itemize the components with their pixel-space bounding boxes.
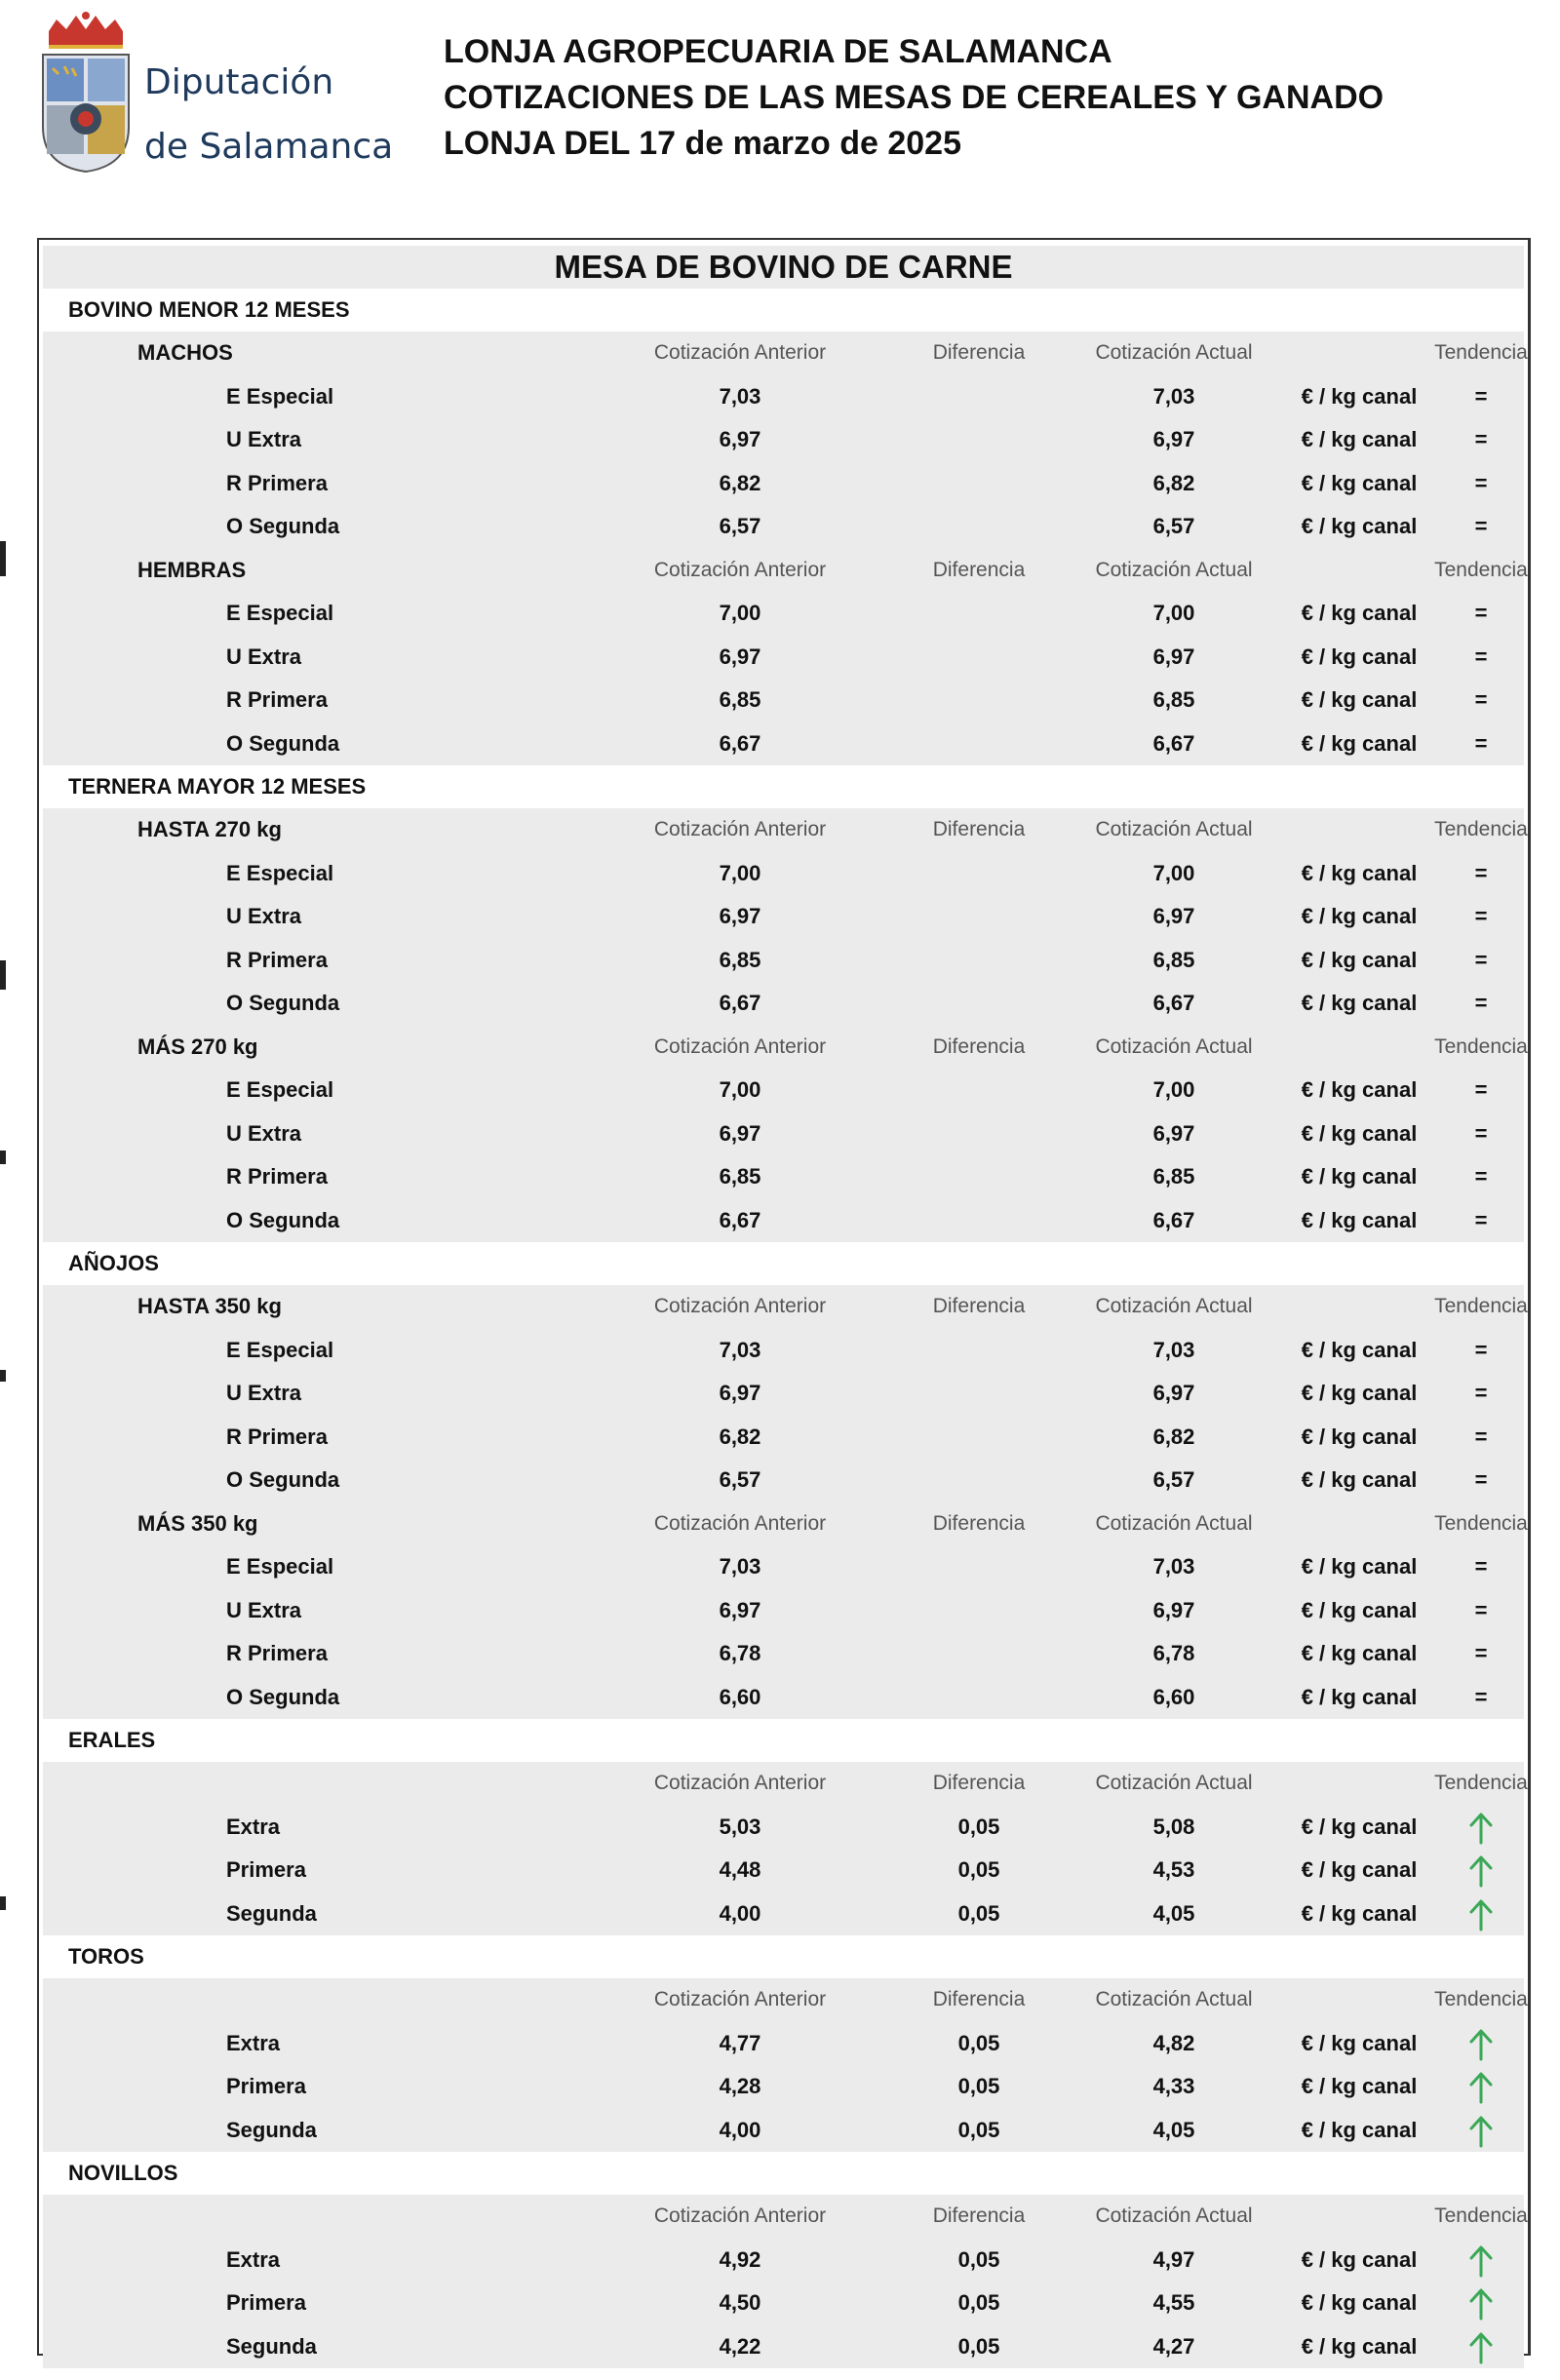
unit-label: € / kg canal [1301, 730, 1418, 756]
current-price: 6,97 [1152, 644, 1195, 669]
unit-label: € / kg canal [1301, 2030, 1418, 2055]
difference: 0,05 [957, 2290, 1000, 2315]
prev-price: 4,50 [719, 2290, 761, 2315]
col-diff-header: Diferencia [932, 558, 1026, 581]
current-price: 6,67 [1152, 991, 1195, 1015]
trend-value: = [1474, 947, 1488, 972]
col-trend-header: Tendencia [1434, 558, 1528, 581]
table-row [43, 1676, 1524, 1720]
document-header [444, 29, 1384, 167]
difference: 0,05 [957, 1814, 1000, 1839]
column-header-row [43, 2195, 1528, 2239]
grade-label: R Primera [226, 1641, 328, 1665]
table-row [43, 722, 1524, 766]
prev-price: 6,97 [719, 1597, 761, 1622]
col-trend-header: Tendencia [1434, 818, 1528, 840]
current-price: 4,55 [1152, 2290, 1195, 2315]
unit-label: € / kg canal [1301, 1684, 1418, 1709]
grade-label: Extra [226, 2246, 281, 2272]
col-prev-header: Cotización Anterior [653, 1988, 827, 2010]
unit-label: € / kg canal [1301, 1554, 1418, 1579]
grade-label: Primera [226, 2074, 306, 2098]
section-title: TERNERA MAYOR 12 MESES [43, 765, 1524, 808]
section-band [43, 1285, 1528, 1719]
grade-label: E Especial [226, 1337, 334, 1362]
trend-value: = [1474, 1641, 1488, 1665]
grade-label: R Primera [226, 1164, 328, 1189]
current-price: 6,97 [1152, 1120, 1195, 1146]
grade-label: Extra [226, 2030, 281, 2055]
col-prev-header: Cotización Anterior [653, 1034, 827, 1058]
col-prev-header: Cotización Anterior [653, 341, 827, 364]
grade-label: O Segunda [226, 991, 340, 1015]
prev-price: 5,03 [719, 1814, 761, 1839]
trend-value: = [1474, 383, 1488, 409]
trend-value: = [1474, 860, 1488, 885]
header-line-3: LONJA DEL 17 de marzo de 2025 [444, 125, 961, 162]
trend-value: = [1474, 427, 1488, 451]
current-price: 6,85 [1152, 687, 1195, 712]
edge-mark [0, 1151, 6, 1164]
prev-price: 6,57 [719, 514, 761, 538]
trend-value: = [1474, 1597, 1488, 1622]
coat-of-arms-icon [39, 10, 136, 176]
trend-value: = [1474, 1120, 1488, 1146]
table-row [43, 1155, 1524, 1199]
unit-label: € / kg canal [1301, 1207, 1418, 1232]
grade-label: O Segunda [226, 1467, 340, 1492]
section-title: ERALES [43, 1719, 1524, 1762]
current-price: 7,03 [1152, 1337, 1195, 1362]
current-price: 7,03 [1152, 1554, 1195, 1579]
column-header-row [43, 549, 1528, 593]
table-row [43, 636, 1524, 680]
current-price: 6,60 [1152, 1684, 1195, 1709]
col-diff-header: Diferencia [932, 818, 1026, 840]
unit-label: € / kg canal [1301, 1900, 1418, 1926]
current-price: 6,78 [1152, 1641, 1195, 1665]
trend-value: = [1474, 904, 1488, 928]
col-curr-header: Cotización Actual [1095, 1772, 1253, 1794]
current-price: 6,67 [1152, 730, 1195, 756]
grade-label: U Extra [226, 1597, 302, 1622]
section-band [43, 1762, 1528, 1935]
unit-label: € / kg canal [1301, 644, 1418, 669]
subgroup-title: MÁS 270 kg [137, 1034, 258, 1059]
edge-mark [0, 960, 6, 990]
trend-value: = [1474, 601, 1488, 625]
column-header-row [43, 1978, 1528, 2022]
col-diff-header: Diferencia [932, 1034, 1026, 1058]
col-curr-header: Cotización Actual [1095, 1034, 1253, 1058]
prev-price: 6,57 [719, 1467, 761, 1492]
grade-label: U Extra [226, 1120, 302, 1146]
prev-price: 6,97 [719, 644, 761, 669]
column-header-row [43, 808, 1528, 852]
current-price: 6,85 [1152, 947, 1195, 972]
current-price: 6,97 [1152, 427, 1195, 451]
col-diff-header: Diferencia [932, 1295, 1026, 1317]
trend-value: = [1474, 514, 1488, 538]
unit-label: € / kg canal [1301, 2246, 1418, 2272]
prev-price: 6,78 [719, 1641, 761, 1665]
current-price: 7,00 [1152, 1077, 1195, 1102]
prev-price: 4,22 [719, 2333, 761, 2359]
trend-value: = [1474, 470, 1488, 495]
section-title: AÑOJOS [43, 1242, 1524, 1285]
grade-label: Segunda [226, 2117, 317, 2142]
prev-price: 7,03 [719, 383, 761, 409]
table-row [43, 462, 1524, 506]
difference: 0,05 [957, 1900, 1000, 1926]
col-trend-header: Tendencia [1434, 1511, 1528, 1535]
grade-label: Segunda [226, 1900, 317, 1926]
grade-label: Segunda [226, 2333, 317, 2359]
section-band [43, 1978, 1528, 2152]
current-price: 4,05 [1152, 2117, 1195, 2142]
col-curr-header: Cotización Actual [1095, 341, 1253, 364]
subgroup-title: HEMBRAS [137, 557, 247, 582]
table-row [43, 2022, 1524, 2066]
table-row [43, 418, 1524, 462]
current-price: 4,97 [1152, 2246, 1195, 2272]
subgroup-title: HASTA 350 kg [137, 1294, 282, 1318]
table-row [43, 939, 1524, 983]
unit-label: € / kg canal [1301, 991, 1418, 1015]
prev-price: 7,03 [719, 1554, 761, 1579]
column-header-row [43, 1285, 1528, 1329]
prev-price: 6,97 [719, 427, 761, 451]
logo-line-1: Diputación [144, 62, 334, 102]
unit-label: € / kg canal [1301, 1120, 1418, 1146]
grade-label: U Extra [226, 904, 302, 928]
table-row [43, 982, 1524, 1026]
unit-label: € / kg canal [1301, 2290, 1418, 2315]
table-row [43, 505, 1524, 549]
unit-label: € / kg canal [1301, 1597, 1418, 1622]
table-row [43, 1849, 1524, 1892]
current-price: 5,08 [1152, 1814, 1195, 1839]
col-diff-header: Diferencia [932, 1511, 1026, 1535]
trend-value: = [1474, 1424, 1488, 1449]
current-price: 6,97 [1152, 1381, 1195, 1405]
table-row [43, 2109, 1524, 2153]
col-trend-header: Tendencia [1434, 1988, 1528, 2010]
table-row [43, 852, 1524, 896]
current-price: 7,00 [1152, 860, 1195, 885]
col-curr-header: Cotización Actual [1095, 1988, 1253, 2010]
unit-label: € / kg canal [1301, 1857, 1418, 1882]
table-title: MESA DE BOVINO DE CARNE [43, 246, 1524, 289]
trend-up-icon [1418, 2282, 1544, 2325]
edge-mark [0, 1896, 6, 1910]
table-row [43, 1589, 1524, 1633]
section-band [43, 808, 1528, 1242]
current-price: 6,85 [1152, 1164, 1195, 1189]
trend-value: = [1474, 1207, 1488, 1232]
prev-price: 6,82 [719, 470, 761, 495]
grade-label: O Segunda [226, 730, 340, 756]
current-price: 6,57 [1152, 1467, 1195, 1492]
col-prev-header: Cotización Anterior [653, 558, 827, 581]
unit-label: € / kg canal [1301, 514, 1418, 538]
trend-value: = [1474, 991, 1488, 1015]
trend-value: = [1474, 1337, 1488, 1362]
unit-label: € / kg canal [1301, 904, 1418, 928]
trend-up-icon [1418, 1806, 1544, 1850]
prev-price: 7,00 [719, 1077, 761, 1102]
grade-label: E Especial [226, 601, 334, 625]
col-prev-header: Cotización Anterior [653, 2204, 827, 2227]
grade-label: O Segunda [226, 1684, 340, 1709]
grade-label: U Extra [226, 427, 302, 451]
current-price: 7,00 [1152, 601, 1195, 625]
trend-value: = [1474, 687, 1488, 712]
trend-up-icon [1418, 2239, 1544, 2282]
grade-label: R Primera [226, 687, 328, 712]
trend-value: = [1474, 1684, 1488, 1709]
unit-label: € / kg canal [1301, 1381, 1418, 1405]
unit-label: € / kg canal [1301, 601, 1418, 625]
grade-label: R Primera [226, 1424, 328, 1449]
trend-value: = [1474, 1467, 1488, 1492]
column-header-row [43, 332, 1528, 375]
table-body [39, 289, 1528, 2368]
table-row [43, 1545, 1524, 1589]
col-curr-header: Cotización Actual [1095, 2204, 1253, 2227]
prev-price: 4,00 [719, 2117, 761, 2142]
grade-label: O Segunda [226, 514, 340, 538]
header-line-1: LONJA AGROPECUARIA DE SALAMANCA [444, 33, 1112, 70]
unit-label: € / kg canal [1301, 2117, 1418, 2142]
prev-price: 7,03 [719, 1337, 761, 1362]
logo-text [144, 51, 393, 179]
current-price: 4,05 [1152, 1900, 1195, 1926]
prev-price: 6,60 [719, 1684, 761, 1709]
diputacion-logo [39, 10, 394, 176]
grade-label: R Primera [226, 470, 328, 495]
unit-label: € / kg canal [1301, 1424, 1418, 1449]
column-header-row [43, 1026, 1528, 1070]
unit-label: € / kg canal [1301, 1337, 1418, 1362]
trend-up-icon [1418, 2109, 1544, 2153]
col-curr-header: Cotización Actual [1095, 558, 1253, 581]
section-title: NOVILLOS [43, 2152, 1524, 2195]
col-trend-header: Tendencia [1434, 2204, 1528, 2227]
current-price: 4,27 [1152, 2333, 1195, 2359]
current-price: 6,67 [1152, 1207, 1195, 1232]
table-row [43, 1329, 1524, 1373]
prev-price: 6,97 [719, 1120, 761, 1146]
unit-label: € / kg canal [1301, 2074, 1418, 2098]
unit-label: € / kg canal [1301, 1164, 1418, 1189]
grade-label: Primera [226, 1857, 306, 1882]
difference: 0,05 [957, 2074, 1000, 2098]
difference: 0,05 [957, 2030, 1000, 2055]
grade-label: E Especial [226, 1077, 334, 1102]
difference: 0,05 [957, 2246, 1000, 2272]
price-table [37, 238, 1531, 2359]
trend-value: = [1474, 730, 1488, 756]
prev-price: 4,28 [719, 2074, 761, 2098]
unit-label: € / kg canal [1301, 1641, 1418, 1665]
logo-line-2: de Salamanca [144, 127, 394, 167]
current-price: 4,53 [1152, 1857, 1195, 1882]
table-row [43, 2282, 1524, 2325]
prev-price: 6,67 [719, 730, 761, 756]
trend-up-icon [1418, 2022, 1544, 2066]
trend-value: = [1474, 1554, 1488, 1579]
grade-label: R Primera [226, 947, 328, 972]
difference: 0,05 [957, 1857, 1000, 1882]
prev-price: 6,85 [719, 1164, 761, 1189]
current-price: 6,82 [1152, 470, 1195, 495]
prev-price: 4,00 [719, 1900, 761, 1926]
table-row [43, 1199, 1524, 1243]
col-diff-header: Diferencia [932, 1772, 1026, 1794]
col-prev-header: Cotización Anterior [653, 1511, 827, 1535]
trend-up-icon [1418, 1849, 1544, 1892]
unit-label: € / kg canal [1301, 687, 1418, 712]
col-prev-header: Cotización Anterior [653, 1295, 827, 1317]
col-trend-header: Tendencia [1434, 341, 1528, 364]
unit-label: € / kg canal [1301, 1814, 1418, 1839]
current-price: 4,33 [1152, 2074, 1195, 2098]
col-prev-header: Cotización Anterior [653, 818, 827, 840]
col-trend-header: Tendencia [1434, 1034, 1528, 1058]
grade-label: Extra [226, 1814, 281, 1839]
prev-price: 6,67 [719, 991, 761, 1015]
unit-label: € / kg canal [1301, 860, 1418, 885]
table-row [43, 592, 1524, 636]
prev-price: 6,82 [719, 1424, 761, 1449]
current-price: 4,82 [1152, 2030, 1195, 2055]
prev-price: 7,00 [719, 601, 761, 625]
unit-label: € / kg canal [1301, 1077, 1418, 1102]
table-row [43, 1892, 1524, 1936]
current-price: 7,03 [1152, 383, 1195, 409]
column-header-row [43, 1762, 1528, 1806]
col-curr-header: Cotización Actual [1095, 1511, 1253, 1535]
unit-label: € / kg canal [1301, 383, 1418, 409]
current-price: 6,97 [1152, 1597, 1195, 1622]
difference: 0,05 [957, 2117, 1000, 2142]
section-band [43, 332, 1528, 765]
trend-up-icon [1418, 2325, 1544, 2369]
table-row [43, 2325, 1524, 2369]
trend-value: = [1474, 1164, 1488, 1189]
trend-value: = [1474, 1381, 1488, 1405]
trend-up-icon [1418, 1892, 1544, 1936]
table-row [43, 679, 1524, 722]
current-price: 6,57 [1152, 514, 1195, 538]
table-row [43, 1112, 1524, 1156]
col-diff-header: Diferencia [932, 1988, 1026, 2010]
table-row [43, 895, 1524, 939]
prev-price: 6,97 [719, 1381, 761, 1405]
grade-label: E Especial [226, 1554, 334, 1579]
difference: 0,05 [957, 2333, 1000, 2359]
prev-price: 6,85 [719, 947, 761, 972]
header-line-2: COTIZACIONES DE LAS MESAS DE CEREALES Y GANADO [444, 79, 1384, 116]
prev-price: 6,85 [719, 687, 761, 712]
col-trend-header: Tendencia [1434, 1295, 1528, 1317]
unit-label: € / kg canal [1301, 470, 1418, 495]
col-prev-header: Cotización Anterior [653, 1772, 827, 1794]
grade-label: O Segunda [226, 1207, 340, 1232]
table-row [43, 2065, 1524, 2109]
col-curr-header: Cotización Actual [1095, 818, 1253, 840]
table-row [43, 1459, 1524, 1502]
trend-value: = [1474, 1077, 1488, 1102]
prev-price: 4,48 [719, 1857, 761, 1882]
section-band [43, 2195, 1528, 2368]
prev-price: 4,77 [719, 2030, 761, 2055]
trend-up-icon [1418, 2065, 1544, 2109]
section-title: BOVINO MENOR 12 MESES [43, 289, 1524, 332]
table-row [43, 2239, 1524, 2282]
table-row [43, 1632, 1524, 1676]
table-row [43, 375, 1524, 419]
table-row [43, 1372, 1524, 1416]
grade-label: E Especial [226, 383, 334, 409]
prev-price: 4,92 [719, 2246, 761, 2272]
trend-value: = [1474, 644, 1488, 669]
subgroup-title: MACHOS [137, 340, 233, 365]
table-row [43, 1069, 1524, 1112]
current-price: 6,97 [1152, 904, 1195, 928]
grade-label: U Extra [226, 644, 302, 669]
col-trend-header: Tendencia [1434, 1772, 1528, 1794]
unit-label: € / kg canal [1301, 1467, 1418, 1492]
grade-label: U Extra [226, 1381, 302, 1405]
col-diff-header: Diferencia [932, 341, 1026, 364]
subgroup-title: MÁS 350 kg [137, 1510, 258, 1536]
unit-label: € / kg canal [1301, 2333, 1418, 2359]
table-row [43, 1806, 1524, 1850]
section-title: TOROS [43, 1935, 1524, 1978]
unit-label: € / kg canal [1301, 947, 1418, 972]
edge-mark [0, 541, 6, 576]
col-diff-header: Diferencia [932, 2204, 1026, 2227]
grade-label: Primera [226, 2290, 306, 2315]
unit-label: € / kg canal [1301, 427, 1418, 451]
col-curr-header: Cotización Actual [1095, 1295, 1253, 1317]
prev-price: 6,97 [719, 904, 761, 928]
table-row [43, 1416, 1524, 1460]
prev-price: 6,67 [719, 1207, 761, 1232]
column-header-row [43, 1502, 1528, 1546]
edge-mark [0, 1370, 6, 1382]
current-price: 6,82 [1152, 1424, 1195, 1449]
subgroup-title: HASTA 270 kg [137, 817, 282, 841]
grade-label: E Especial [226, 860, 334, 885]
prev-price: 7,00 [719, 860, 761, 885]
